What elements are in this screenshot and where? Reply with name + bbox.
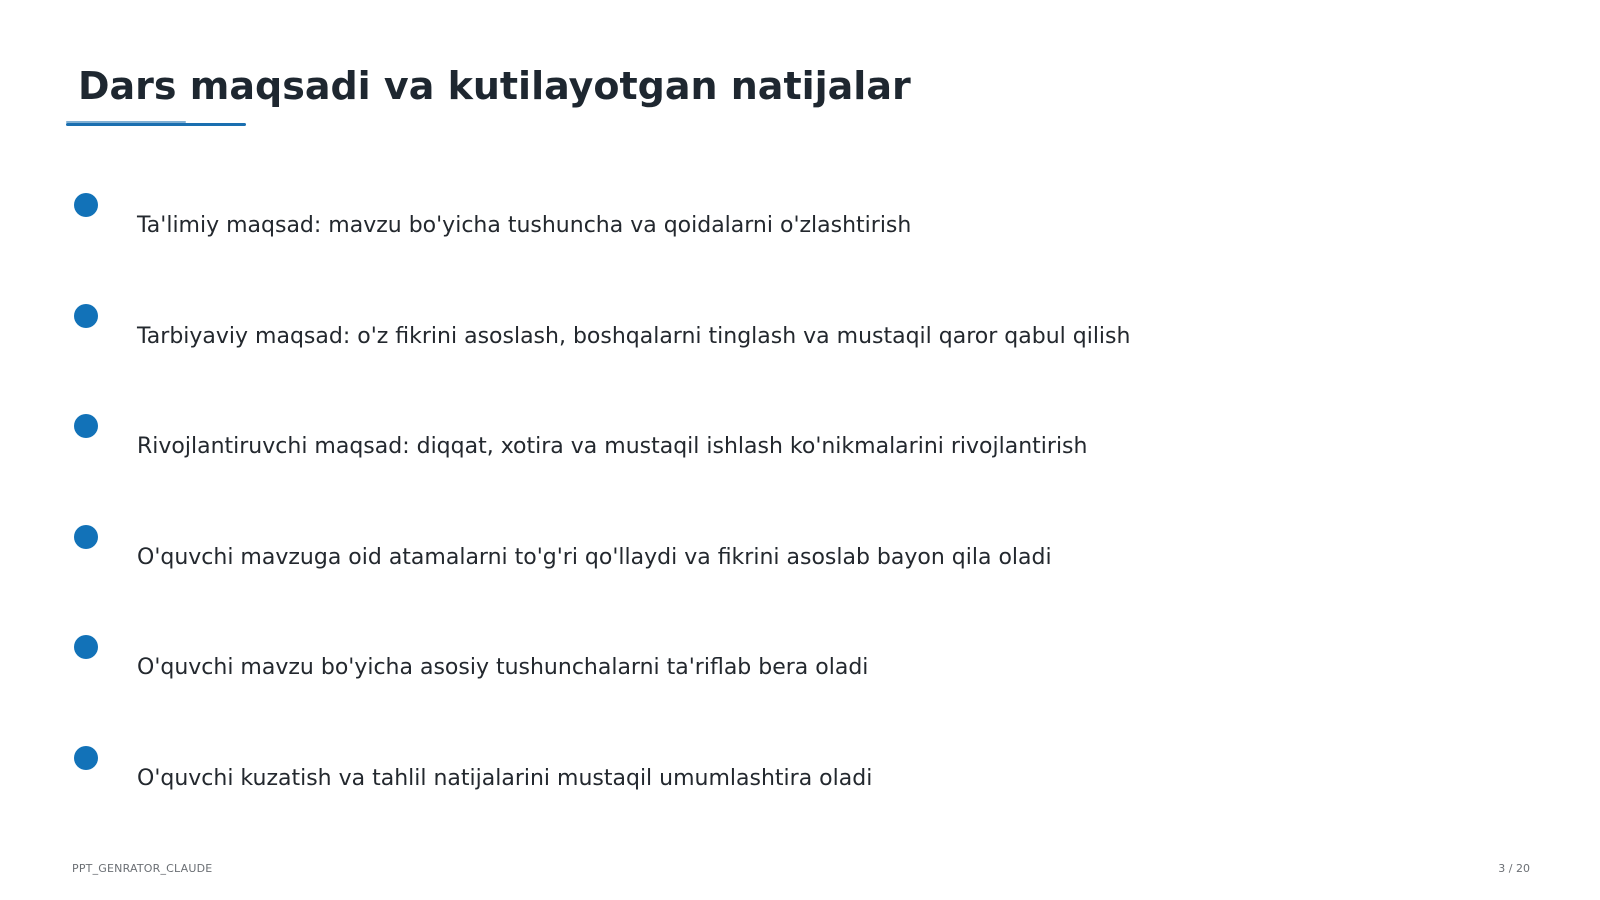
bullet-text: Ta'limiy maqsad: mavzu bo'yicha tushuncha va qoidalarni o'zlashtirish bbox=[137, 213, 912, 238]
bullet-item bbox=[0, 193, 1600, 283]
bullet-item bbox=[0, 525, 1600, 615]
bullet-text: O'quvchi kuzatish va tahlil natijalarini mustaqil umumlashtira oladi bbox=[137, 766, 873, 791]
bullet-text: O'quvchi mavzu bo'yicha asosiy tushunchalarni ta'riflab bera oladi bbox=[137, 655, 869, 680]
bullet-text: Tarbiyaviy maqsad: o'z fikrini asoslash, boshqalarni tinglash va mustaqil qaror qabul qilish bbox=[137, 324, 1131, 349]
bullet-dot-icon bbox=[74, 304, 98, 328]
bullet-item bbox=[0, 746, 1600, 836]
page-indicator: 3 / 20 bbox=[1498, 862, 1530, 875]
bullet-dot-icon bbox=[74, 635, 98, 659]
bullet-dot-icon bbox=[74, 746, 98, 770]
bullet-dot-icon bbox=[74, 414, 98, 438]
bullet-text: O'quvchi mavzuga oid atamalarni to'g'ri qo'llaydi va fikrini asoslab bayon qila oladi bbox=[137, 545, 1052, 570]
bullet-dot-icon bbox=[74, 525, 98, 549]
bullet-dot-icon bbox=[74, 193, 98, 217]
bullet-text: Rivojlantiruvchi maqsad: diqqat, xotira va mustaqil ishlash ko'nikmalarini rivojlantirish bbox=[137, 434, 1088, 459]
bullet-item bbox=[0, 414, 1600, 504]
bullet-item bbox=[0, 635, 1600, 725]
footer-generator-label: PPT_GENRATOR_CLAUDE bbox=[72, 862, 213, 875]
slide-title: Dars maqsadi va kutilayotgan natijalar bbox=[78, 64, 911, 108]
bullet-item bbox=[0, 304, 1600, 394]
